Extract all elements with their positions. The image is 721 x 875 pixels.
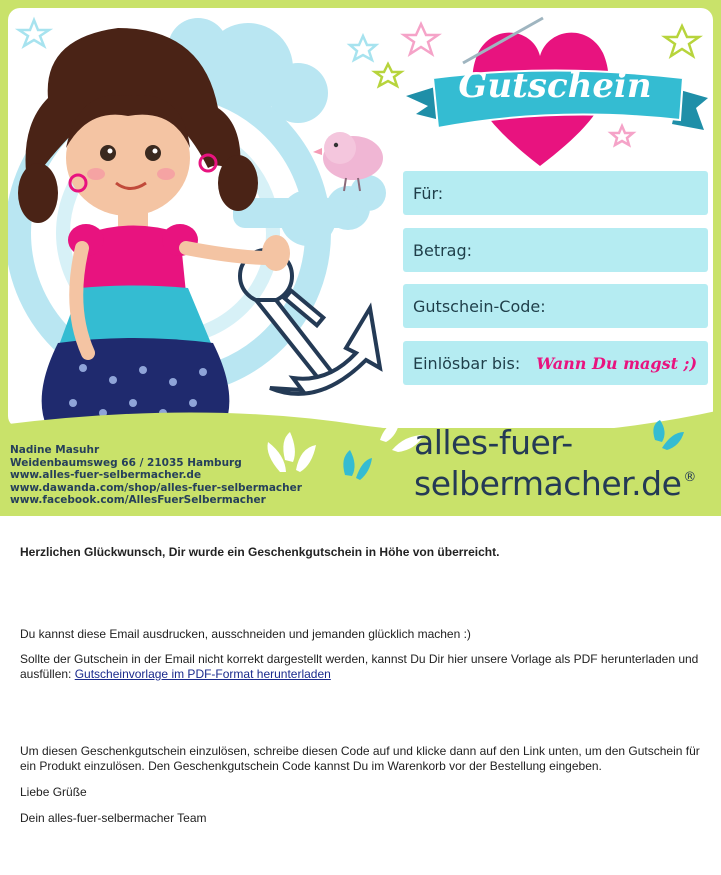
address-line: www.alles-fuer-selbermacher.de [10,469,202,481]
address-line: www.facebook.com/AllesFuerSelbermacher [10,494,266,506]
field-einloesbar-bis [403,341,708,385]
greeting: Liebe Grüße [20,785,87,799]
pdf-hint-text: Sollte der Gutschein in der Email nicht korrekt dargestellt werden, kannst Du Dir hier unsere Vorlage als PDF herunterladen und ausfüllen: [20,652,699,681]
field-label: Gutschein-Code: [413,296,546,316]
voucher-title: Gutschein [458,66,652,106]
email-headline: Herzlichen Glückwunsch, Dir wurde ein Geschenkgutschein in Höhe von überreicht. [20,545,500,559]
address-line: Weidenbaumsweg 66 / 21035 Hamburg [10,456,242,469]
brand-line-2: selbermacher.de [414,464,682,503]
address-line: www.dawanda.com/shop/alles-fuer-selbermacher [10,481,302,494]
brand-logo [414,425,696,501]
field-label: Einlösbar bis: [413,353,521,373]
print-hint: Du kannst diese Email ausdrucken, ausschneiden und jemanden glücklich machen :) [20,627,471,641]
field-fuer [403,171,708,215]
pdf-hint [20,652,705,682]
shop-address [10,444,302,507]
field-value: Wann Du magst ;) [536,353,698,373]
field-betrag [403,228,708,272]
redeem-text: Um diesen Geschenkgutschein einzulösen, schreibe diesen Code auf und klicke dann auf den Link unten, um den Gutschein für ein Produkt einzulösen. Den Geschenkgutschein Code kannst Du im Warenkorb vor der Bestellung eingeben. [20,744,700,773]
field-label: Betrag: [413,240,473,260]
field-label: Für: [413,183,444,203]
signature: Dein alles-fuer-selbermacher Team [20,811,207,825]
registered-mark: ® [683,470,696,485]
brand-line-1: alles-fuer- [414,423,573,462]
field-gutschein-code [403,284,708,328]
pdf-download-link[interactable]: Gutscheinvorlage im PDF-Format herunterladen [74,667,331,681]
address-line: Nadine Masuhr [10,444,100,456]
